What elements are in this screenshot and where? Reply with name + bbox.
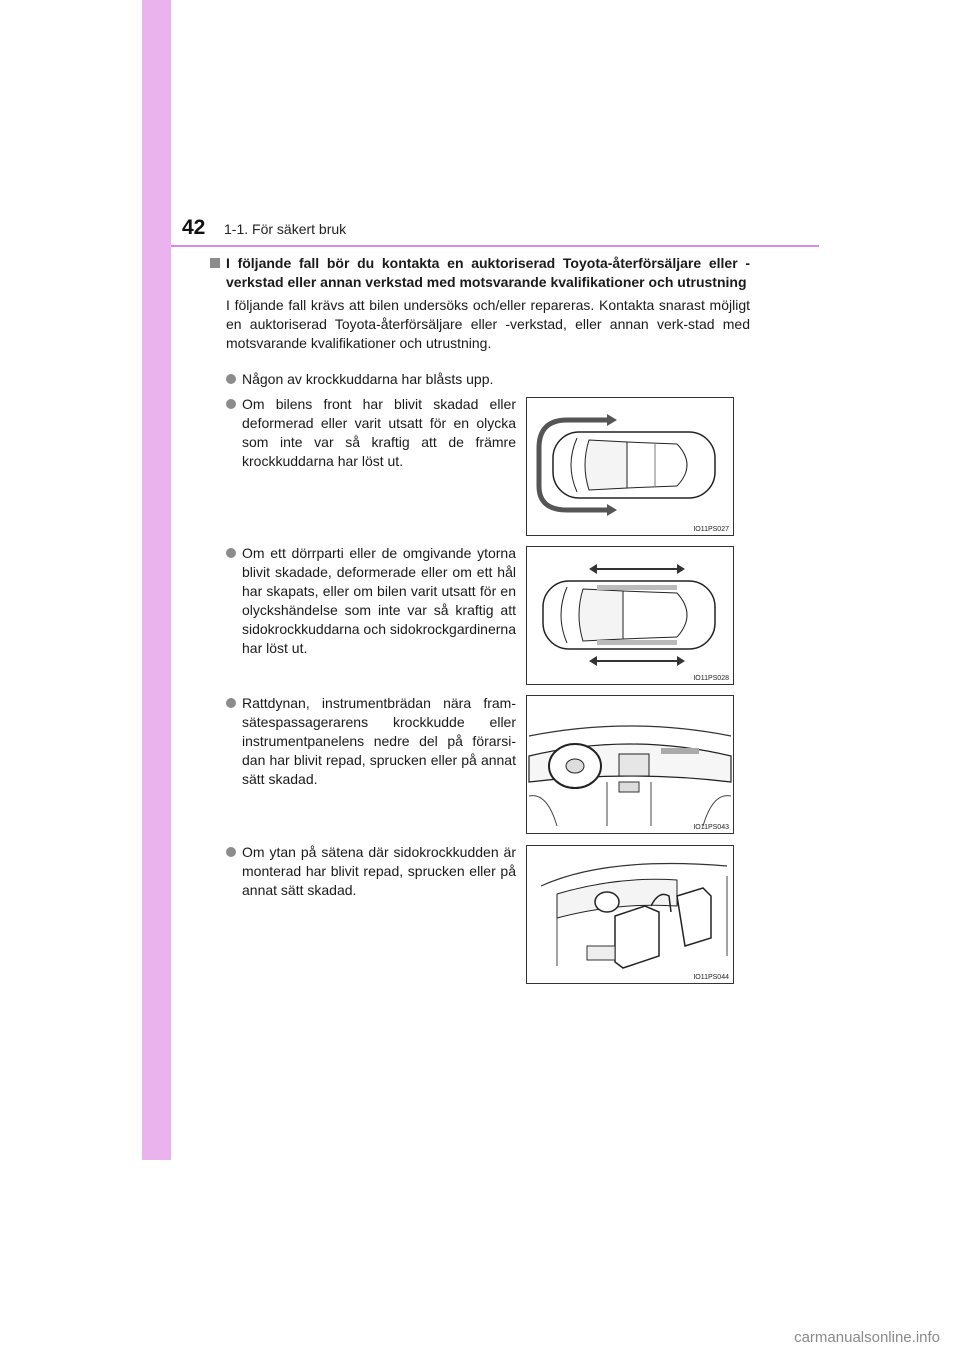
square-bullet-icon [210,258,220,268]
content-section [210,254,750,353]
bullet-dot-icon [226,399,236,409]
section-title: 1-1. För säkert bruk [224,221,347,237]
seat-interior-icon [527,846,733,983]
bullet-dot-icon [226,698,236,708]
figure-front-damage: IO11PS027 [526,397,734,536]
bullet-dot-icon [226,847,236,857]
dashboard-icon [527,696,733,833]
bullet-dot-icon [226,548,236,558]
intro-paragraph: I följande fall krävs att bilen undersöks och/eller repareras. Kontakta snarast möjligt en auktoriserad Toyota-återförsäljare eller -verkstad, eller annan verk-stad med motsvarande kvalifikationer och utrustning. [226,297,750,351]
list-item: Om ett dörrparti eller de omgivande ytorna blivit skadade, deformerade eller om ett hål har skapats, eller om bilen varit utsatt för en olyckshändelse som inte var så kraftig att sidokrockkuddarna och sidokrockgardinerna har löst ut. [226,544,516,658]
list-item: Om bilens front har blivit skadad eller deformerad eller varit utsatt för en olycka som inte var så kraftig att de främre krockkuddarna har löst ut. [226,395,516,471]
page-number: 42 [182,216,206,239]
car-side-damage-icon [527,547,733,684]
list-item: Om ytan på sätena där sidokrockkudden är monterad har blivit repad, sprucken eller på annat sätt skadad. [226,843,516,900]
page-sidebar-tab [142,0,171,1160]
figure-dashboard: IO11PS043 [526,695,734,834]
figure-seat-interior: IO11PS044 [526,845,734,984]
section-heading: I följande fall bör du kontakta en auktoriserad Toyota-återförsäljare eller -verkstad eller annan verkstad med motsvarande kvalifikationer och utrustning [210,254,750,292]
list-item: Rattdynan, instrumentbrädan nära fram-sätespassagerarens krockkudde eller instrumentpanelens nedre del på förarsi-dan har blivit repad, sprucken eller på annat sätt skadad. [226,694,516,789]
figure-side-damage: IO11PS028 [526,546,734,685]
watermark: carmanualsonline.info [794,1329,940,1346]
header-divider [171,245,819,247]
bullet-dot-icon [226,374,236,384]
list-item: Någon av krockkuddarna har blåsts upp. [226,370,526,389]
car-front-damage-icon [527,398,733,535]
